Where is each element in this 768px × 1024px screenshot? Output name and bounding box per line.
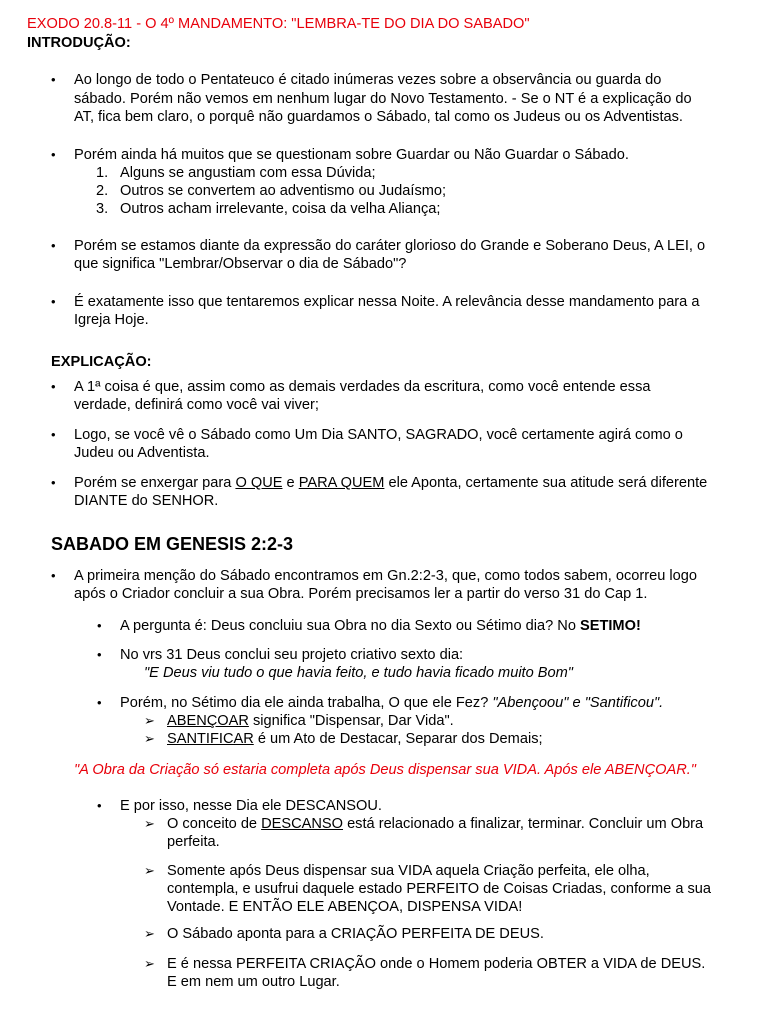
text-run: significa "Dispensar, Dar Vida".: [248, 713, 454, 729]
list-item: Outros acham irrelevante, coisa da velha Aliança;: [120, 201, 441, 217]
bullet-icon: •: [51, 475, 56, 490]
genesis-q4-s2-line2: contempla, e usufrui daquele estado PERFEITO de Coisas Criadas, conforme a sua: [167, 881, 712, 897]
explicacao-p3-line2: DIANTE do SENHOR.: [74, 493, 219, 509]
list-item: Alguns se angustiam com essa Dúvida;: [120, 165, 376, 181]
intro-p4-line1: É exatamente isso que tentaremos explicar nessa Noite. A relevância desse mandamento para a: [74, 294, 700, 310]
red-quote: "A Obra da Criação só estaria completa após Deus dispensar sua VIDA. Após ele ABENÇOAR.": [74, 762, 696, 778]
explicacao-p3-line1: [74, 474, 707, 492]
text-run: A pergunta é: Deus concluiu sua Obra no dia Sexto ou Sétimo dia? No: [120, 618, 580, 634]
list-number: 2.: [96, 183, 109, 199]
arrow-icon: ➢: [144, 926, 155, 941]
arrow-icon: ➢: [144, 863, 155, 878]
bullet-icon: •: [97, 695, 102, 710]
explicacao-p2-line2: Judeu ou Adventista.: [74, 445, 210, 461]
explicacao-p1-line2: verdade, definirá como você vai viver;: [74, 397, 319, 413]
italic-term: "Abençoou" e "Santificou".: [492, 695, 664, 711]
intro-p3-line1: Porém se estamos diante da expressão do caráter glorioso do Grande e Soberano Deus, A LEI, o: [74, 238, 706, 254]
underlined-term: SANTIFICAR: [167, 731, 254, 747]
intro-heading: INTRODUÇÃO:: [27, 35, 131, 51]
bullet-icon: •: [51, 238, 56, 253]
text-run: Porém se enxergar para: [74, 475, 236, 491]
explicacao-heading: EXPLICAÇÃO:: [51, 354, 152, 370]
bullet-icon: •: [97, 798, 102, 813]
arrow-icon: ➢: [144, 731, 155, 746]
bold-term: SETIMO!: [580, 618, 641, 634]
genesis-q4-s1-line1: [167, 815, 703, 833]
underlined-term: O QUE: [235, 475, 283, 491]
arrow-icon: ➢: [144, 816, 155, 831]
genesis-q2: No vrs 31 Deus conclui seu projeto criativo sexto dia:: [120, 647, 464, 663]
intro-p3-line2: que significa "Lembrar/Observar o dia de Sábado"?: [74, 256, 407, 272]
bullet-icon: •: [97, 647, 102, 662]
genesis-q2-quote: "E Deus viu tudo o que havia feito, e tudo havia ficado muito Bom": [144, 665, 573, 681]
document-title: EXODO 20.8-11 - O 4º MANDAMENTO: "LEMBRA-TE DO DIA DO SABADO": [27, 16, 530, 32]
intro-p1-line3: AT, fica bem claro, o porquê não guardamos o Sábado, tal como os Judeus ou os Adventistas.: [74, 109, 683, 125]
genesis-q3-sub1: [167, 712, 454, 730]
arrow-icon: ➢: [144, 956, 155, 971]
underlined-term: PARA QUEM: [298, 475, 385, 491]
explicacao-p1-line1: A 1ª coisa é que, assim como as demais verdades da escritura, como você entende essa: [74, 379, 651, 395]
underlined-term: ABENÇOAR: [167, 713, 249, 729]
arrow-icon: ➢: [144, 713, 155, 728]
genesis-q4-s1-line2: perfeita.: [167, 834, 220, 850]
genesis-q4-s2-line3: Vontade. E ENTÃO ELE ABENÇOA, DISPENSA VIDA!: [167, 899, 523, 915]
text-run: e: [282, 475, 299, 491]
intro-p1-line1: Ao longo de todo o Pentateuco é citado inúmeras vezes sobre a observância ou guarda do: [74, 72, 662, 88]
bullet-icon: •: [51, 294, 56, 309]
intro-p1-line2: sábado. Porém não vemos em nenhum lugar do Novo Testamento. - Se o NT é a explicação do: [74, 91, 692, 107]
text-run: está relacionado a finalizar, terminar. Concluir um Obra: [343, 816, 704, 832]
intro-p2: Porém ainda há muitos que se questionam sobre Guardar ou Não Guardar o Sábado.: [74, 147, 629, 163]
text-run: O conceito de: [167, 816, 262, 832]
genesis-q4-s4-line1: E é nessa PERFEITA CRIAÇÃO onde o Homem poderia OBTER a VIDA de DEUS.: [167, 956, 706, 972]
genesis-q4-s4-line2: E em nem um outro Lugar.: [167, 974, 340, 990]
bullet-icon: •: [51, 379, 56, 394]
genesis-q3-sub2: [167, 730, 543, 748]
genesis-q1: [120, 617, 641, 635]
genesis-q3: [120, 694, 663, 712]
bullet-icon: •: [51, 147, 56, 162]
text-run: Porém, no Sétimo dia ele ainda trabalha, O que ele Fez?: [120, 695, 493, 711]
bullet-icon: •: [97, 618, 102, 633]
underlined-term: DESCANSO: [261, 816, 344, 832]
list-number: 1.: [96, 165, 109, 181]
genesis-heading: SABADO EM GENESIS 2:2-3: [51, 534, 294, 554]
bullet-icon: •: [51, 72, 56, 87]
list-number: 3.: [96, 201, 109, 217]
genesis-p1-line1: A primeira menção do Sábado encontramos em Gn.2:2-3, que, como todos sabem, ocorreu logo: [74, 568, 698, 584]
intro-p4-line2: Igreja Hoje.: [74, 312, 149, 328]
genesis-q4-s3: O Sábado aponta para a CRIAÇÃO PERFEITA DE DEUS.: [167, 926, 544, 942]
genesis-q4-s2-line1: Somente após Deus dispensar sua VIDA aquela Criação perfeita, ele olha,: [167, 863, 650, 879]
genesis-p1-line2: após o Criador concluir a sua Obra. Porém precisamos ler a partir do verso 31 do Cap 1.: [74, 586, 648, 602]
text-run: ele Aponta, certamente sua atitude será diferente: [384, 475, 708, 491]
bullet-icon: •: [51, 568, 56, 583]
genesis-q4: E por isso, nesse Dia ele DESCANSOU.: [120, 798, 382, 814]
list-item: Outros se convertem ao adventismo ou Judaísmo;: [120, 183, 447, 199]
bullet-icon: •: [51, 427, 56, 442]
text-run: é um Ato de Destacar, Separar dos Demais;: [253, 731, 543, 747]
explicacao-p2-line1: Logo, se você vê o Sábado como Um Dia SANTO, SAGRADO, você certamente agirá como o: [74, 427, 683, 443]
